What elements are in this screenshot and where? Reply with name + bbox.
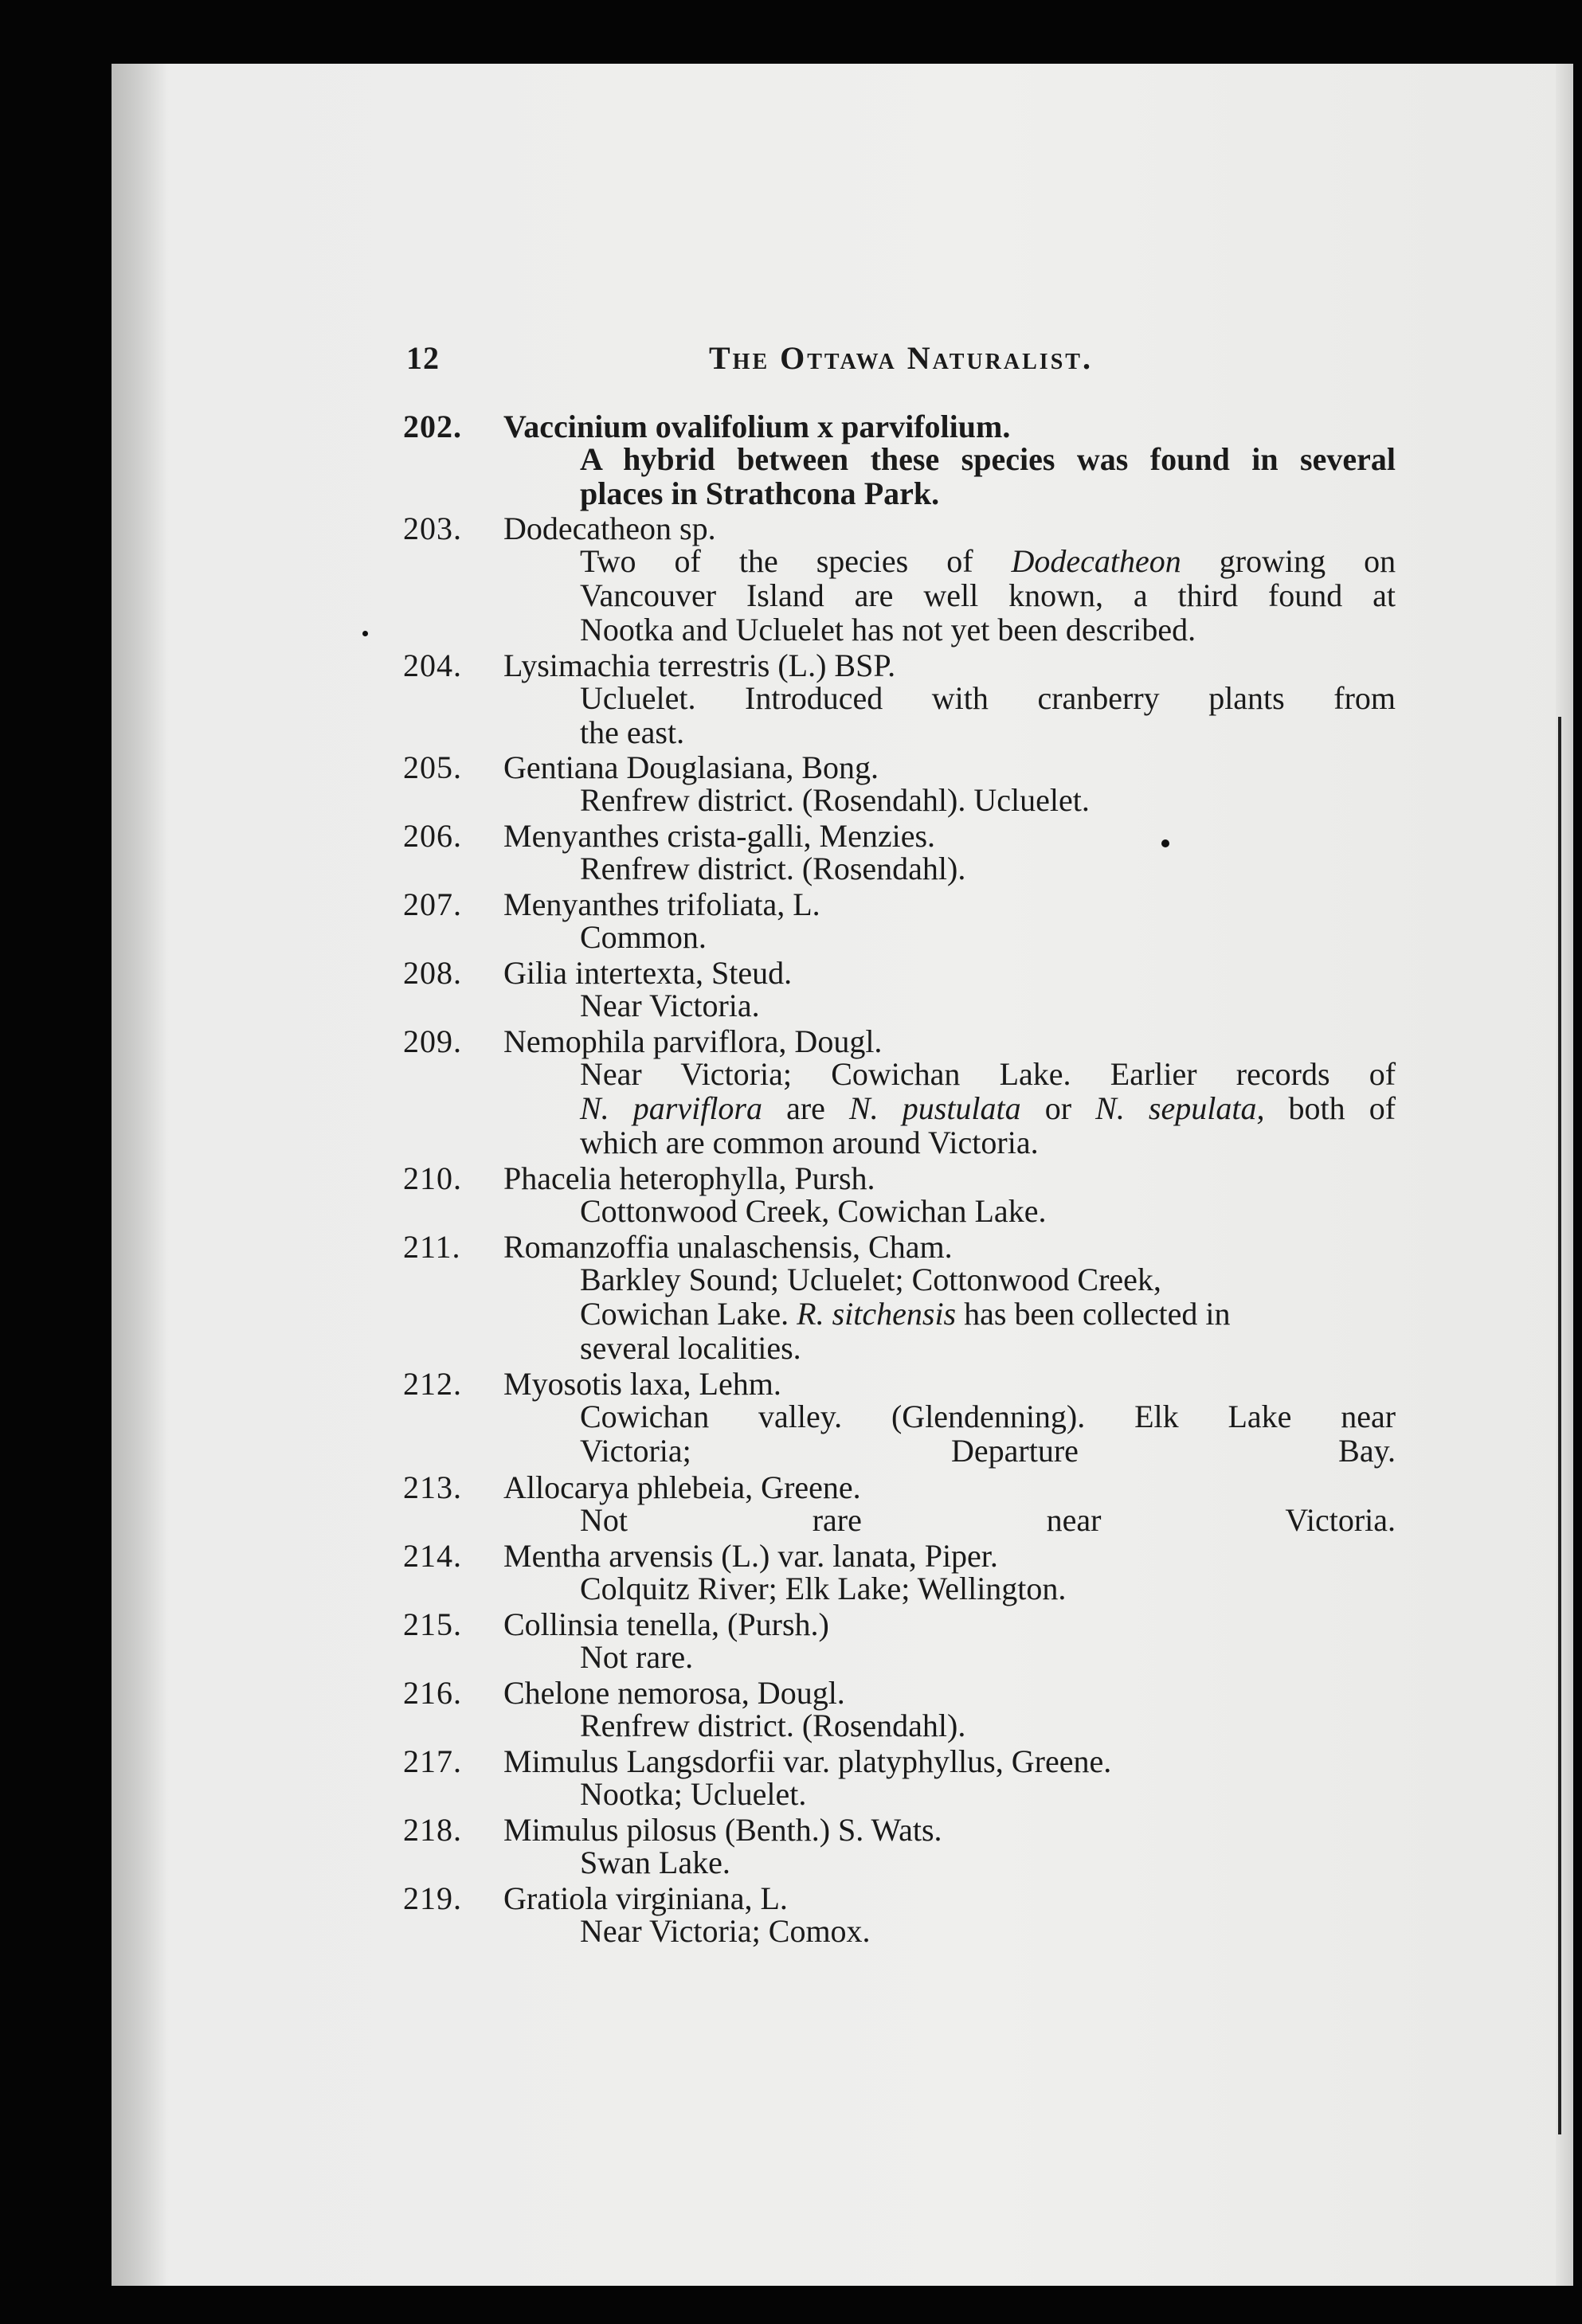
species-name: Gilia intertexta, Steud.: [503, 955, 793, 991]
species-note: [580, 442, 1396, 511]
entry-number: 204.: [403, 648, 462, 683]
entry-number: 210.: [403, 1160, 462, 1196]
species-note: [580, 988, 1396, 1023]
note-line: Cowichan Lake. R. sitchensis has been collected in: [580, 1296, 1231, 1332]
species-name: Romanzoffia unalaschensis, Cham.: [503, 1229, 953, 1265]
species-name: Dodecatheon sp.: [503, 511, 716, 546]
note-line: Renfrew district. (Rosendahl). Ucluelet.: [580, 782, 1090, 818]
species-note: [580, 1914, 1396, 1948]
note-line: Near Victoria.: [580, 988, 760, 1023]
note-line: Colquitz River; Elk Lake; Wellington.: [580, 1571, 1067, 1606]
note-line: Barkley Sound; Ucluelet; Cottonwood Creek,: [580, 1262, 1161, 1297]
species-name: Mentha arvensis (L.) var. lanata, Piper.: [503, 1538, 998, 1574]
entry-number: 219.: [403, 1880, 462, 1916]
note-line: Two of the species of Dodecatheon growing on: [580, 543, 1396, 579]
species-name: Nemophila parviflora, Dougl.: [503, 1023, 883, 1059]
entry-number: 209.: [403, 1023, 462, 1059]
species-note: [580, 1708, 1396, 1743]
note-line: the east.: [580, 714, 685, 750]
note-line: Nootka; Ucluelet.: [580, 1776, 807, 1812]
species-note: [580, 1262, 1396, 1365]
note-line: A hybrid between these species was found in several: [580, 441, 1396, 477]
species-note: [580, 1640, 1396, 1674]
note-line: Cowichan valley. (Glendenning). Elk Lake near: [580, 1399, 1396, 1434]
entry-number: 205.: [403, 749, 462, 785]
species-note: [580, 681, 1396, 749]
species-name: Menyanthes crista-galli, Menzies.: [503, 818, 936, 854]
note-line: which are common around Victoria.: [580, 1125, 1039, 1160]
note-line: Vancouver Island are well known, a third found at: [580, 577, 1396, 613]
entry-number: 212.: [403, 1366, 462, 1402]
species-name: Gentiana Douglasiana, Bong.: [503, 749, 879, 785]
species-name: Lysimachia terrestris (L.) BSP.: [503, 648, 896, 683]
note-line: Ucluelet. Introduced with cranberry plants from: [580, 680, 1396, 716]
species-note: [580, 1503, 1396, 1537]
note-line: Renfrew district. (Rosendahl).: [580, 851, 966, 886]
entry-number: 202.: [403, 409, 462, 444]
species-name: Allocarya phlebeia, Greene.: [503, 1469, 861, 1505]
entry-number: 213.: [403, 1469, 462, 1505]
species-name: Mimulus pilosus (Benth.) S. Wats.: [503, 1812, 942, 1848]
species-name: Mimulus Langsdorfii var. platyphyllus, Greene.: [503, 1743, 1112, 1779]
species-name: Chelone nemorosa, Dougl.: [503, 1675, 845, 1711]
species-name: Phacelia heterophylla, Pursh.: [503, 1160, 875, 1196]
scan-speck: [362, 631, 368, 636]
species-note: [580, 1845, 1396, 1880]
species-note: [580, 920, 1396, 954]
species-note: [580, 1777, 1396, 1811]
note-line: Nootka and Ucluelet has not yet been described.: [580, 612, 1196, 648]
species-note: [580, 1194, 1396, 1228]
species-note: [580, 851, 1396, 886]
note-line: places in Strathcona Park.: [580, 475, 940, 511]
entry-number: 208.: [403, 955, 462, 991]
page-edge-line: [1558, 717, 1561, 2134]
species-note: [580, 1571, 1396, 1606]
page-header: [406, 339, 1394, 379]
species-name: Vaccinium ovalifolium x parvifolium.: [503, 409, 1011, 444]
species-note: [580, 783, 1396, 817]
entry-number: 206.: [403, 818, 462, 854]
entry-number: 211.: [403, 1229, 461, 1265]
entry-number: 215.: [403, 1606, 462, 1642]
entry-number: 216.: [403, 1675, 462, 1711]
note-line: Renfrew district. (Rosendahl).: [580, 1708, 966, 1743]
note-line: Not rare.: [580, 1639, 694, 1675]
species-note: [580, 1399, 1396, 1468]
entry-number: 218.: [403, 1812, 462, 1848]
note-line: Swan Lake.: [580, 1845, 730, 1880]
page-binding-shadow: [112, 64, 167, 2286]
note-line: Cottonwood Creek, Cowichan Lake.: [580, 1193, 1047, 1229]
note-line: Common.: [580, 919, 707, 955]
note-line: several localities.: [580, 1330, 801, 1366]
scan-speck: [1161, 839, 1169, 847]
species-name: Menyanthes trifoliata, L.: [503, 886, 820, 922]
entry-number: 217.: [403, 1743, 462, 1779]
species-note: [580, 1057, 1396, 1160]
note-line: Near Victoria; Comox.: [580, 1913, 871, 1949]
species-name: Myosotis laxa, Lehm.: [503, 1366, 781, 1402]
note-line: Near Victoria; Cowichan Lake. Earlier records of: [580, 1056, 1396, 1092]
running-title: The Ottawa Naturalist.: [709, 340, 1093, 376]
entry-number: 203.: [403, 511, 462, 546]
entry-number: 214.: [403, 1538, 462, 1574]
species-name: Gratiola virginiana, L.: [503, 1880, 788, 1916]
note-line: Victoria; Departure Bay.: [580, 1433, 1396, 1469]
note-line: N. parviflora are N. pustulata or N. sepulata, both of: [580, 1090, 1396, 1126]
species-name: Collinsia tenella, (Pursh.): [503, 1606, 829, 1642]
entry-number: 207.: [403, 886, 462, 922]
note-line: Not rare near Victoria.: [580, 1502, 1396, 1538]
page-number: 12: [406, 340, 440, 376]
species-note: [580, 544, 1396, 647]
